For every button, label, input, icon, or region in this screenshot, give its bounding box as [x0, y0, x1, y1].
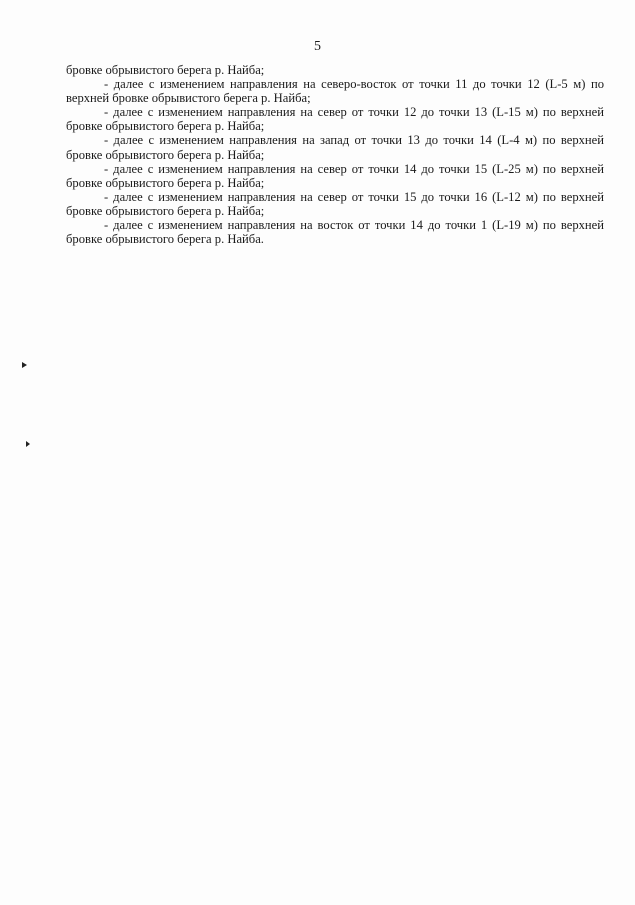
list-item: - далее с изменением направления на север от точки 15 до точки 16 (L-12 м) по верхней бровке обрывистого берега р. Найба;: [66, 189, 604, 218]
scan-mark-icon: [26, 441, 30, 447]
list-item: - далее с изменением направления на север от точки 14 до точки 15 (L-25 м) по верхней бровке обрывистого берега р. Найба;: [66, 161, 604, 190]
list-item: - далее с изменением направления на северо-восток от точки 11 до точки 12 (L-5 м) по верхней бровке обрывистого берега р. Найба;: [66, 77, 604, 106]
document-body: [66, 63, 604, 246]
scan-mark-icon: [22, 362, 27, 368]
list-item: - далее с изменением направления на север от точки 12 до точки 13 (L-15 м) по верхней бровке обрывистого берега р. Найба;: [66, 105, 604, 134]
paragraph-continuation: бровке обрывистого берега р. Найба;: [66, 63, 265, 77]
page-number: 5: [314, 39, 321, 54]
list-item: - далее с изменением направления на восток от точки 14 до точки 1 (L-19 м) по верхней бровке обрывистого берега р. Найба.: [66, 218, 604, 247]
list-item: - далее с изменением направления на запад от точки 13 до точки 14 (L-4 м) по верхней бровке обрывистого берега р. Найба;: [66, 133, 604, 162]
